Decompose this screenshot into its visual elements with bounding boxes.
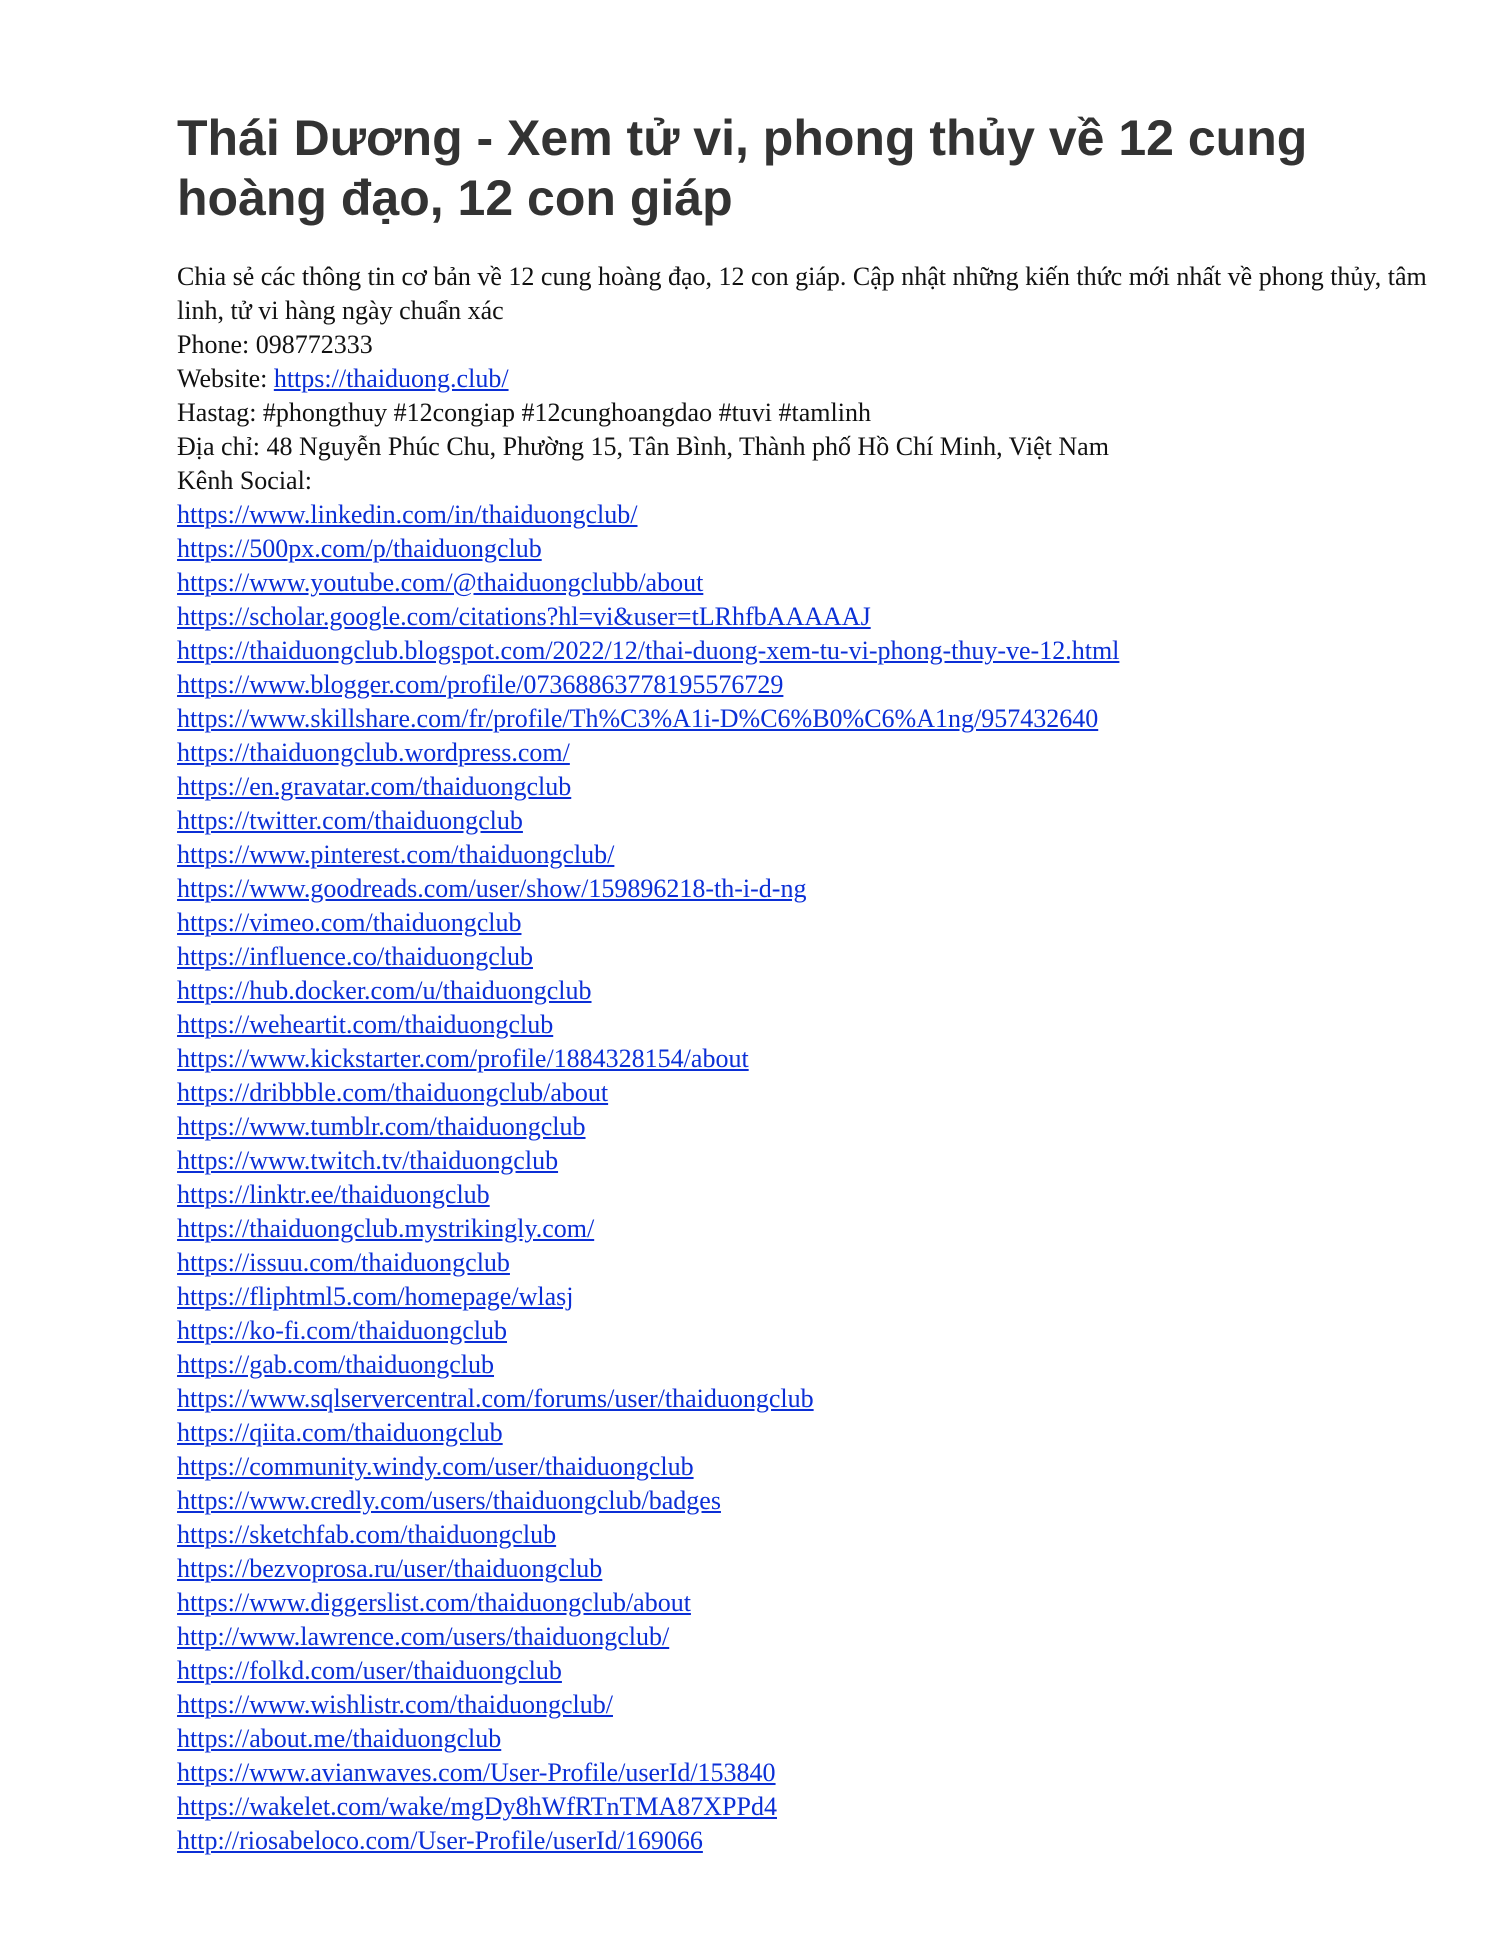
list-item (177, 1042, 1427, 1076)
social-link[interactable]: https://www.diggerslist.com/thaiduongclub/about (177, 1588, 691, 1617)
list-item (177, 838, 1427, 872)
list-item (177, 872, 1427, 906)
social-link[interactable]: https://about.me/thaiduongclub (177, 1724, 502, 1753)
list-item (177, 770, 1427, 804)
list-item (177, 1178, 1427, 1212)
list-item (177, 1280, 1427, 1314)
list-item (177, 1416, 1427, 1450)
social-link[interactable]: https://twitter.com/thaiduongclub (177, 806, 523, 835)
social-link[interactable]: https://www.kickstarter.com/profile/1884328154/about (177, 1044, 749, 1073)
social-link[interactable]: https://linktr.ee/thaiduongclub (177, 1180, 490, 1209)
social-link[interactable]: https://thaiduongclub.wordpress.com/ (177, 738, 570, 767)
social-link[interactable]: https://ko-fi.com/thaiduongclub (177, 1316, 508, 1345)
list-item (177, 804, 1427, 838)
list-item (177, 1620, 1427, 1654)
social-link[interactable]: https://www.twitch.tv/thaiduongclub (177, 1146, 559, 1175)
list-item (177, 600, 1427, 634)
list-item (177, 1212, 1427, 1246)
social-link[interactable]: https://www.goodreads.com/user/show/159896218-th-i-d-ng (177, 874, 807, 903)
social-link[interactable]: https://thaiduongclub.mystrikingly.com/ (177, 1214, 595, 1243)
list-item (177, 1076, 1427, 1110)
social-link[interactable]: https://bezvoprosa.ru/user/thaiduongclub (177, 1554, 603, 1583)
list-item (177, 1484, 1427, 1518)
social-link[interactable]: http://riosabeloco.com/User-Profile/userId/169066 (177, 1826, 703, 1855)
social-link[interactable]: https://gab.com/thaiduongclub (177, 1350, 495, 1379)
list-item (177, 1790, 1427, 1824)
list-item (177, 1688, 1427, 1722)
list-item (177, 1314, 1427, 1348)
social-link[interactable]: https://www.credly.com/users/thaiduongclub/badges (177, 1486, 721, 1515)
social-link[interactable]: https://weheartit.com/thaiduongclub (177, 1010, 554, 1039)
social-link[interactable]: http://www.lawrence.com/users/thaiduongclub/ (177, 1622, 670, 1651)
list-item (177, 634, 1427, 668)
website-link[interactable]: https://thaiduong.club/ (273, 364, 509, 393)
social-link[interactable]: https://www.avianwaves.com/User-Profile/userId/153840 (177, 1758, 776, 1787)
social-link[interactable]: https://www.skillshare.com/fr/profile/Th%C3%A1i-D%C6%B0%C6%A1ng/957432640 (177, 704, 1099, 733)
website-label: Website: (177, 364, 274, 393)
social-link[interactable]: https://hub.docker.com/u/thaiduongclub (177, 976, 592, 1005)
list-item (177, 1586, 1427, 1620)
social-link[interactable]: https://www.blogger.com/profile/07368863778195576729 (177, 670, 784, 699)
social-link[interactable]: https://fliphtml5.com/homepage/wlasj (177, 1282, 574, 1311)
list-item (177, 1382, 1427, 1416)
address-text: Địa chỉ: 48 Nguyễn Phúc Chu, Phường 15, Tân Bình, Thành phố Hồ Chí Minh, Việt Nam (177, 432, 1109, 461)
social-link[interactable]: https://500px.com/p/thaiduongclub (177, 534, 542, 563)
list-item (177, 1722, 1427, 1756)
social-link[interactable]: https://dribbble.com/thaiduongclub/about (177, 1078, 609, 1107)
social-link[interactable]: https://community.windy.com/user/thaiduongclub (177, 1452, 694, 1481)
list-item (177, 532, 1427, 566)
list-item (177, 702, 1427, 736)
list-item (177, 736, 1427, 770)
list-item (177, 1654, 1427, 1688)
social-link[interactable]: https://influence.co/thaiduongclub (177, 942, 533, 971)
list-item (177, 974, 1427, 1008)
social-link[interactable]: https://qiita.com/thaiduongclub (177, 1418, 503, 1447)
phone-text: Phone: 098772333 (177, 330, 373, 359)
list-item (177, 1552, 1427, 1586)
social-link[interactable]: https://www.youtube.com/@thaiduongclubb/about (177, 568, 704, 597)
list-item (177, 1450, 1427, 1484)
social-link[interactable]: https://scholar.google.com/citations?hl=vi&user=tLRhfbAAAAAJ (177, 602, 871, 631)
social-link[interactable]: https://sketchfab.com/thaiduongclub (177, 1520, 557, 1549)
social-label: Kênh Social: (177, 466, 313, 495)
list-item (177, 1144, 1427, 1178)
website-line (177, 362, 1427, 396)
document-page (177, 108, 1427, 1858)
social-link[interactable]: https://www.pinterest.com/thaiduongclub/ (177, 840, 615, 869)
social-link[interactable]: https://www.sqlservercentral.com/forums/user/thaiduongclub (177, 1384, 814, 1413)
social-link[interactable]: https://www.tumblr.com/thaiduongclub (177, 1112, 586, 1141)
list-item (177, 1348, 1427, 1382)
social-link[interactable]: https://www.wishlistr.com/thaiduongclub/ (177, 1690, 613, 1719)
social-link[interactable]: https://thaiduongclub.blogspot.com/2022/12/thai-duong-xem-tu-vi-phong-thuy-ve-12.html (177, 636, 1120, 665)
list-item (177, 1246, 1427, 1280)
social-link[interactable]: https://www.linkedin.com/in/thaiduongclub/ (177, 500, 638, 529)
list-item (177, 1756, 1427, 1790)
list-item (177, 940, 1427, 974)
hashtag-text: Hastag: #phongthuy #12congiap #12cunghoangdao #tuvi #tamlinh (177, 398, 871, 427)
list-item (177, 1110, 1427, 1144)
social-link[interactable]: https://wakelet.com/wake/mgDy8hWfRTnTMA87XPPd4 (177, 1792, 777, 1821)
list-item (177, 668, 1427, 702)
social-link[interactable]: https://en.gravatar.com/thaiduongclub (177, 772, 572, 801)
description-text: Chia sẻ các thông tin cơ bản về 12 cung hoàng đạo, 12 con giáp. Cập nhật những kiến thức mới nhất về phong thủy, tâm linh, tử vi hàng ngày chuẩn xác (177, 262, 1427, 325)
list-item (177, 1518, 1427, 1552)
social-link[interactable]: https://vimeo.com/thaiduongclub (177, 908, 522, 937)
social-link[interactable]: https://issuu.com/thaiduongclub (177, 1248, 510, 1277)
list-item (177, 1824, 1427, 1858)
social-link-list (177, 498, 1427, 1858)
list-item (177, 566, 1427, 600)
page-title: Thái Dương - Xem tử vi, phong thủy về 12 cung hoàng đạo, 12 con giáp (177, 110, 1308, 226)
social-link[interactable]: https://folkd.com/user/thaiduongclub (177, 1656, 562, 1685)
list-item (177, 1008, 1427, 1042)
list-item (177, 906, 1427, 940)
list-item (177, 498, 1427, 532)
document-body (177, 260, 1427, 1858)
